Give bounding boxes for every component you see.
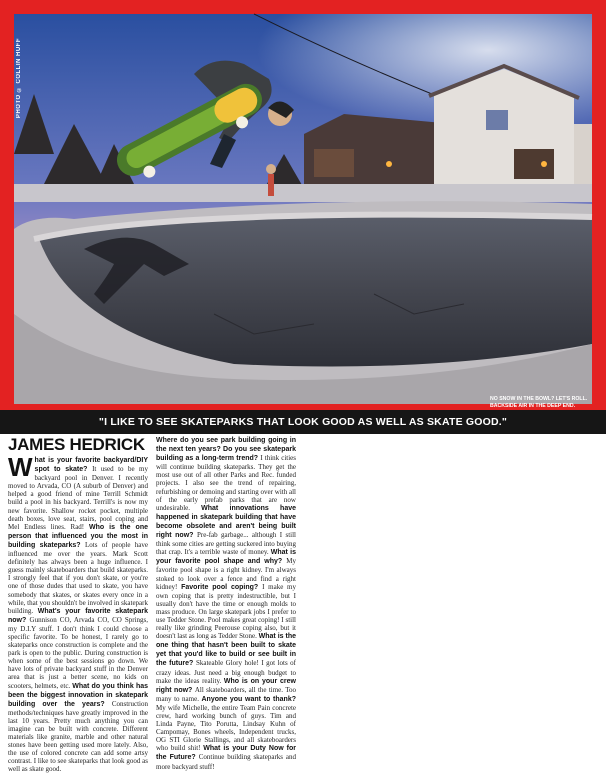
drop-cap: W [8,452,33,482]
skate-bowl-photo [14,14,592,409]
question: What innovations have happened in skatepark building that have become obsolete and aren't being built right now? [156,504,297,540]
question: What do you think has been the biggest innovation in skatepark building over the years? [8,682,149,708]
photo-caption [490,396,602,409]
interview-paragraph [156,436,296,771]
caption-line-2: BACKSIDE AIR IN THE DEEP END. [490,402,576,409]
caption-line-1: NO SNOW IN THE BOWL? LET'S ROLL. [490,396,588,402]
answer: Gunnison CO, Arvada CO, CO Springs, my D.I.Y stuff. I don't think I could choose a specific favorite. To be honest, I rarely go to skateparks once construction is complete and the park is open to the public. During construction is when some of the best sessions go down. We have lots of private backyard stuff in the Denver area that is just a better scene, no kids on scooters, helmets, etc. [8,615,148,690]
question: What is your Duty Now for the Future? [156,745,297,762]
answer: Pre-fab garbage... although I still think some cities are getting suckered into buying that crap. It's a terrible waste of money. [156,531,296,557]
question: hat is your favorite backyard/DIY spot to skate? [34,457,148,474]
question: Anyone you want to thank? [201,695,297,703]
answer: Skateable Glory hole! I got lots of crazy ideas. Just need a big enough budget to make the ideas reality. [156,659,296,685]
pull-quote: "I LIKE TO SEE SKATEPARKS THAT LOOK GOOD AS WELL AS SKATE GOOD." [0,410,606,434]
answer: My wife Michelle, the entire Team Pain concrete crew, hard working bunch of guys. Tim and Linda Payne, Tito Porutta, Lindsay Kuhn of Campomay, Bones wheels, Independent trucks, OG STI Glorie Stallings, and all skateboarders who build shit! [156,703,296,753]
answer: I think cities will continue building skateparks. They get the most use out of all other Parks and Rec. funded projects. I also see the trend of repairing, refurbishing or demoing and starting over with all of the early prefab parks that are now undesirable. [156,454,297,512]
photo-illustration [14,14,592,404]
question: Who is on your crew right now? [156,677,296,694]
answer: All skateboarders, all the time. Too many to name. [156,685,296,703]
article-column-1 [8,436,148,774]
photo-credit: PHOTO © COLLIN HUFF [16,38,22,119]
question: Who is the one person that influenced you the most in building skateparks? [8,523,148,549]
question: What is your favorite pool shape and why? [156,549,297,566]
article-column-2 [156,436,296,771]
answer: Construction methods/techniques have greatly improved in the last 10 years. Pretty much anything you can imagine can be built with concrete. Different materials like granite, marble and other natural stones have been getting used more lately. Also, the use of colored concrete can add some artsy contrast. I like to see skateparks that look good as well as skate good. [8,699,148,774]
question: Where do you see park building going in the next ten years? Do you see skatepark building as a long-term trend? [156,437,296,463]
answer: It used to be my backyard pool in Denver. I recently moved to Arvada, CO (A suburb of Denver) and helped a good friend of mine Terrill Schmidt build a pool in his backyard. Terrill's is now my new favorite. Shallow rocket pocket, multiple death boxes, love seat, stairs, pool coping and Mel Endless lines. Rad! [8,465,148,531]
interview-paragraph [8,452,149,774]
question: What is the one thing that hasn't been built to skate yet that you'd like to build or see built in the future? [156,633,296,668]
question: Favorite pool coping? [181,583,263,591]
article-headline: JAMES HEDRICK [8,435,145,454]
answer: Continue building skateparks and more backyard stuff! [156,753,296,771]
answer: Lots of people have influenced me over the years. Mark Scott definitely has always been a huge influence. I guess mainly skateboarders that build skateparks. I strongly feel that if you don't skate, or you're one of those dudes that used to skate, you have somebody that skates, or skates every once in a while, that you shouldn't be involved in skatepark building. [8,540,148,615]
question: What's your favorite skatepark now? [8,607,148,624]
answer: My favorite pool shape is a right kidney. I'm always stoked to look over a fence and find a right kidney! [156,557,296,591]
answer: I make my own coping that is pretty indestructible, but I usually don't have the time or enough molds to mass produce. On large skatepark jobs I prefer to use Tedder Stone. Pool makes great coping! I still really like grinding Peerouse coping also, but it doesn't last as long as Tedder Stone. [156,582,296,641]
